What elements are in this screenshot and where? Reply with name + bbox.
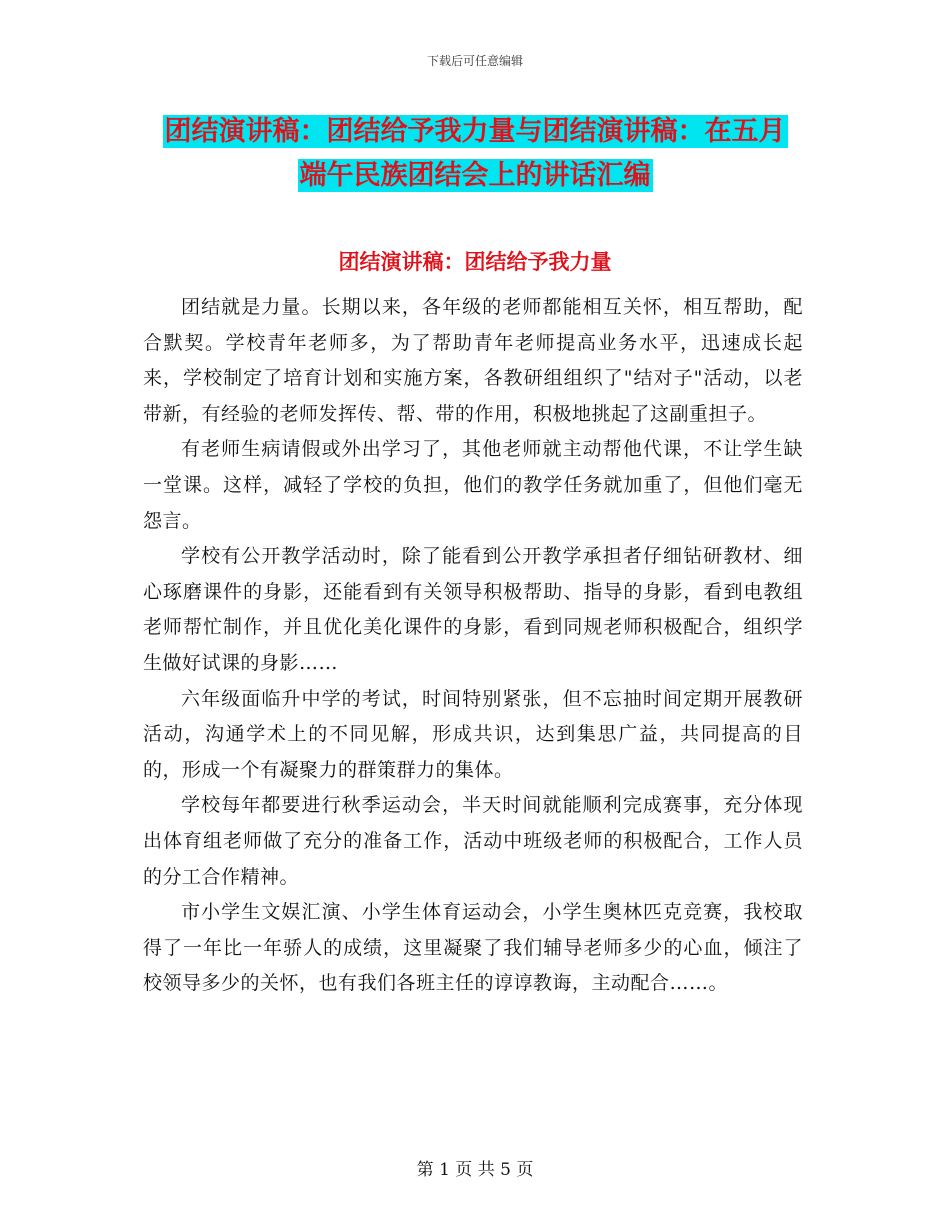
paragraph: 有老师生病请假或外出学习了，其他老师就主动帮他代课，不让学生缺一堂课。这样，减轻了学校的负担，他们的教学任务就加重了，但他们毫无怨言。 bbox=[143, 438, 803, 532]
page-header: 下载后可任意编辑 bbox=[426, 54, 523, 68]
paragraph: 六年级面临升中学的考试，时间特别紧张，但不忘抽时间定期开展教研活动，沟通学术上的不同见解，形成共识，达到集思广益，共同提高的目的，形成一个有凝聚力的群策群力的集体。 bbox=[143, 687, 803, 781]
paragraph: 市小学生文娱汇演、小学生体育运动会，小学生奥林匹克竞赛，我校取得了一年比一年骄人的成绩，这里凝聚了我们辅导老师多少的心血，倾注了校领导多少的关怀，也有我们各班主任的谆谆教诲，主动配合……。 bbox=[143, 901, 803, 995]
page-number: 第 1 页 共 5 页 bbox=[416, 1160, 534, 1180]
document-title bbox=[150, 110, 800, 198]
paragraph: 学校有公开教学活动时，除了能看到公开教学承担者仔细钻研教材、细心琢磨课件的身影，还能看到有关领导积极帮助、指导的身影，看到电教组老师帮忙制作，并且优化美化课件的身影，看到同规老师积极配合，组织学生做好试课的身影…… bbox=[143, 545, 803, 674]
paragraph: 团结就是力量。长期以来，各年级的老师都能相互关怀，相互帮助，配合默契。学校青年老师多，为了帮助青年老师提高业务水平，迅速成长起来，学校制定了培育计划和实施方案，各教研组组织了"结对子"活动，以老带新，有经验的老师发挥传、帮、带的作用，积极地挑起了这副重担子。 bbox=[143, 296, 803, 425]
document-title-line-1: 团结演讲稿：团结给予我力量与团结演讲稿：在五月 bbox=[164, 116, 786, 147]
body-text bbox=[143, 290, 803, 1002]
document-title-line-2: 端午民族团结会上的讲话汇编 bbox=[299, 160, 651, 191]
paragraph: 学校每年都要进行秋季运动会，半天时间就能顺利完成赛事，充分体现出体育组老师做了充分的准备工作，活动中班级老师的积极配合，工作人员的分工合作精神。 bbox=[143, 794, 803, 888]
section-title: 团结演讲稿：团结给予我力量 bbox=[338, 250, 612, 274]
